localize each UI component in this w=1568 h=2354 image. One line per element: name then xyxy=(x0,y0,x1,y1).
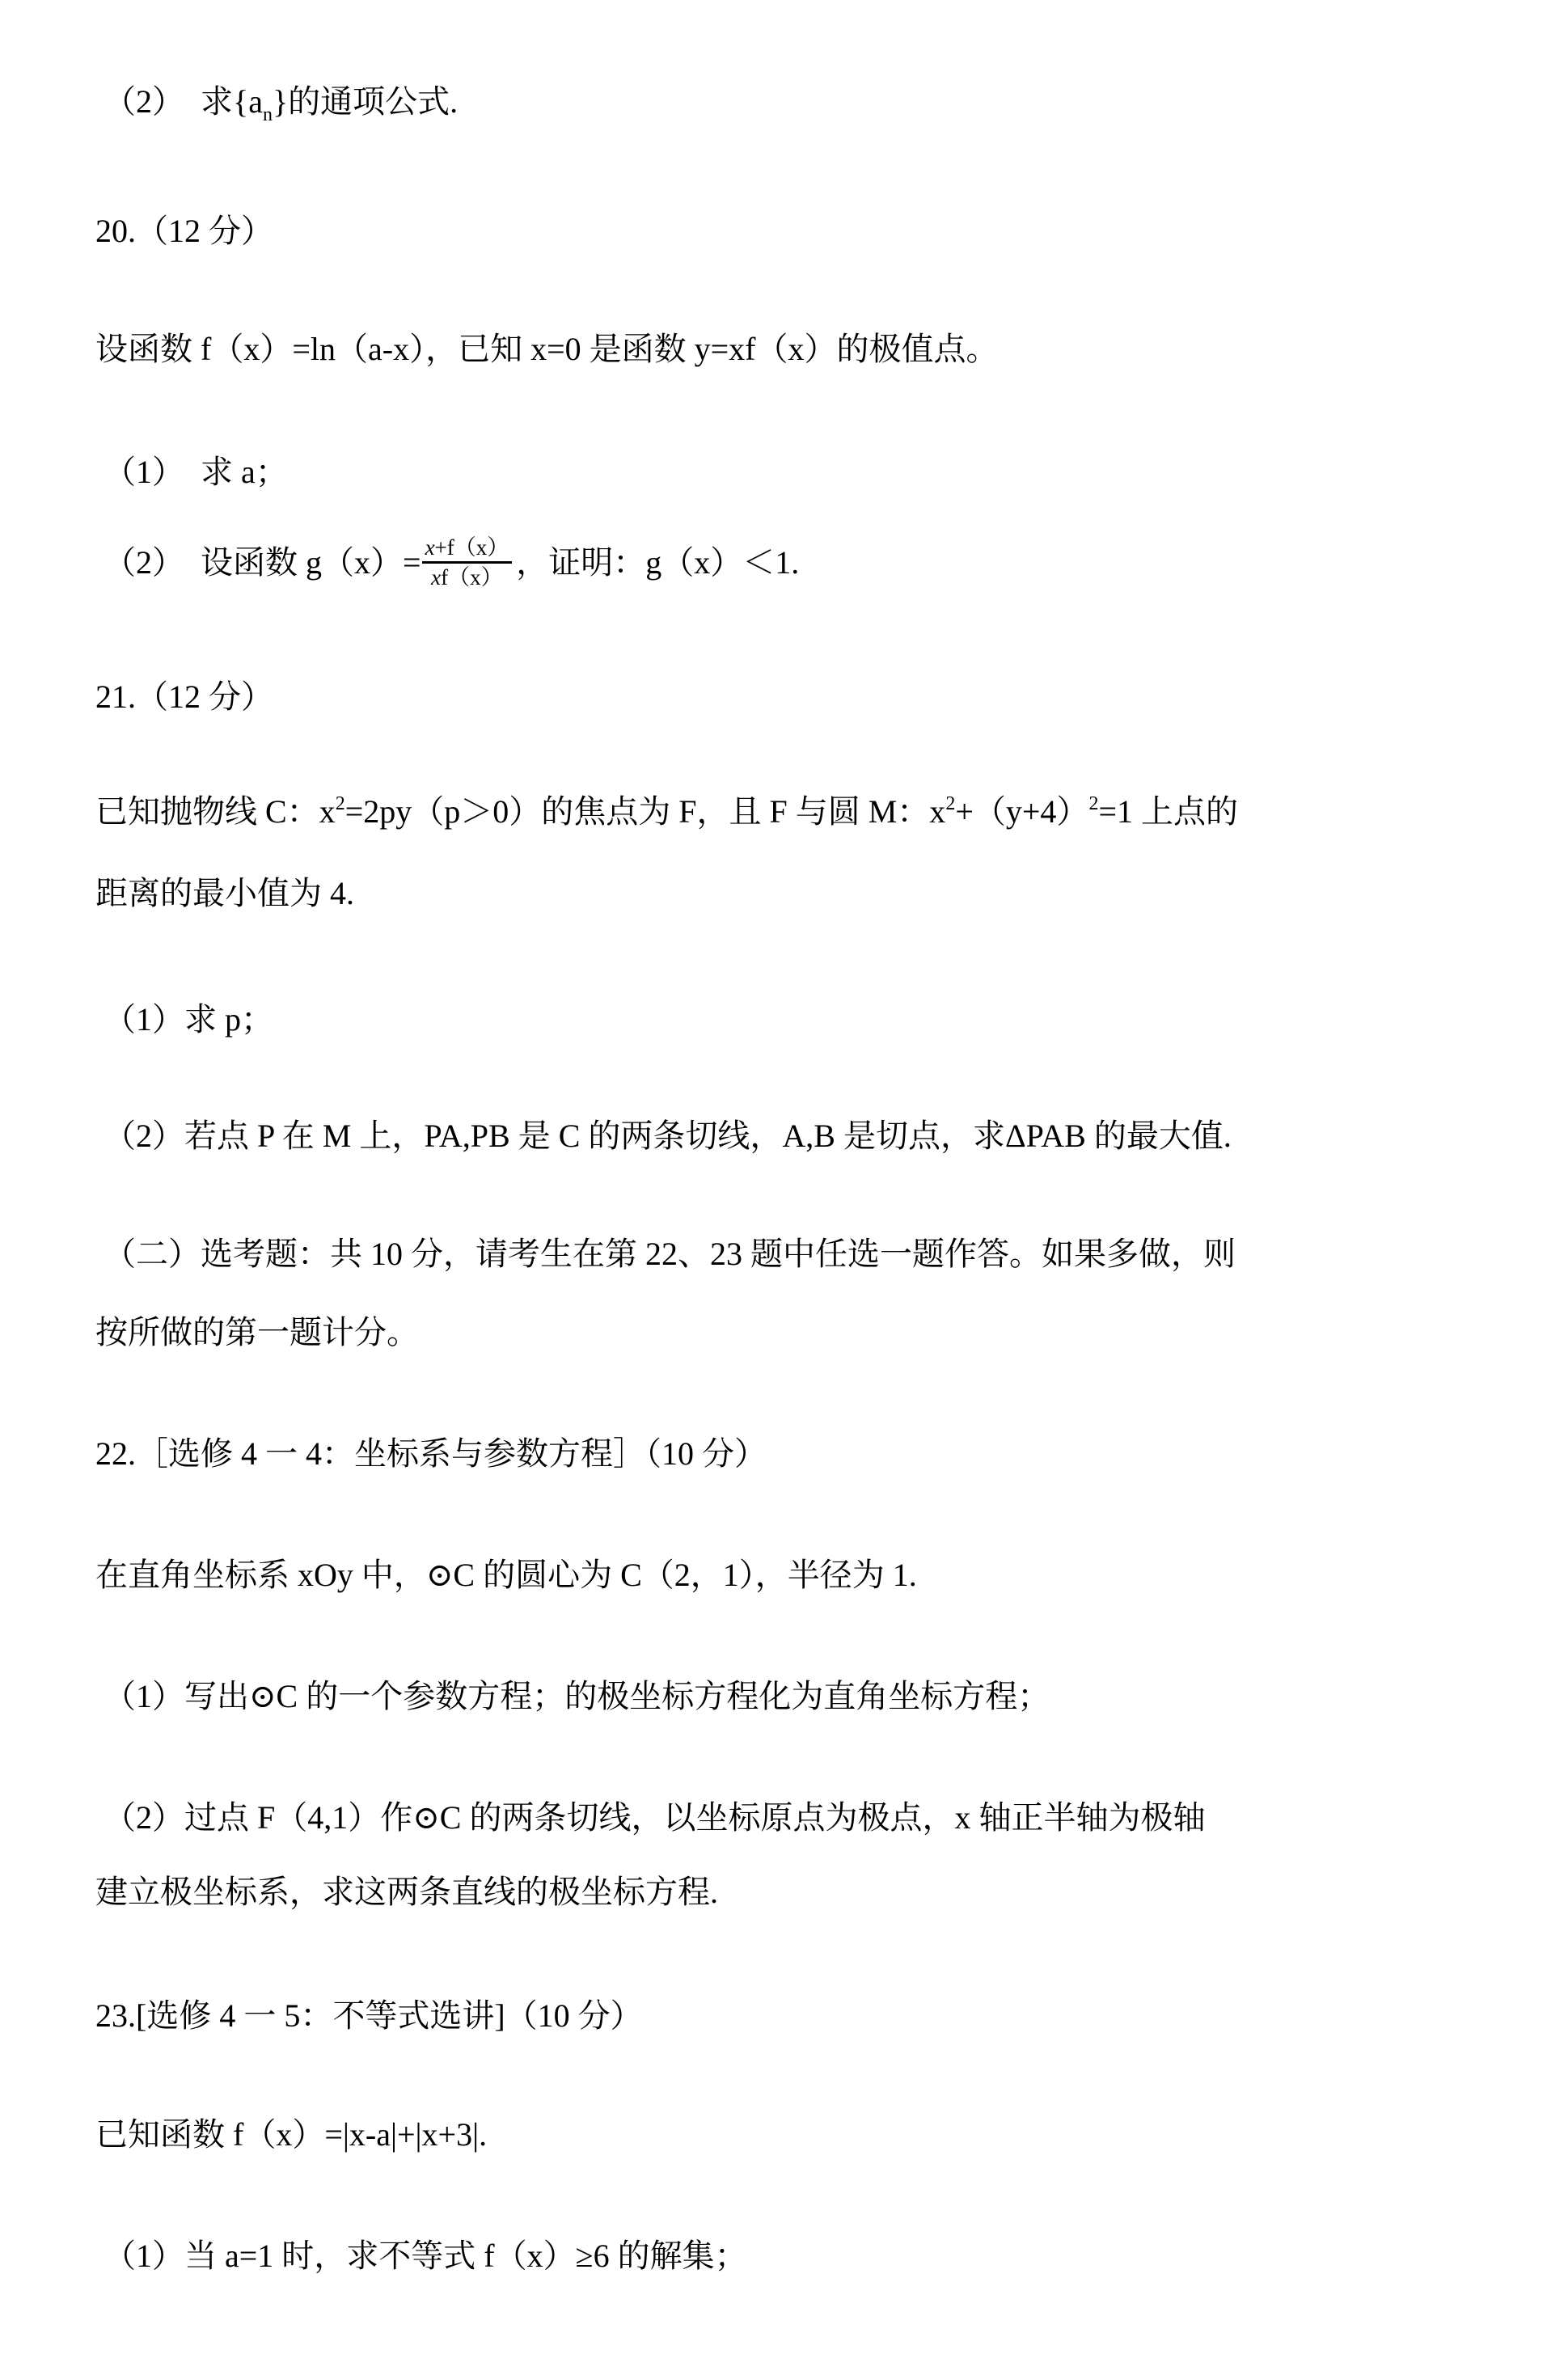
section2-instructions-line1 xyxy=(95,1217,1487,1291)
q19-part2-text-pre: （2） 求{a xyxy=(104,83,263,120)
fraction-numerator-var: x xyxy=(425,535,435,560)
q20-part2-text-post: ，证明：g（x）＜1. xyxy=(516,544,800,581)
q20-part1-text: （1） 求 a； xyxy=(104,454,288,490)
q20-stem-text: 设函数 f（x）=ln（a-x），已知 x=0 是函数 y=xf（x）的极值点。 xyxy=(95,331,999,367)
fraction-numerator-rest: +f（x） xyxy=(434,535,509,560)
q22-part2-line2 xyxy=(95,1855,1487,1929)
q21-superscript-1: 2 xyxy=(335,793,345,814)
q23-stem-text: 已知函数 f（x）=|x-a|+|x+3|. xyxy=(95,2116,488,2153)
q22-part2-text2: 建立极坐标系，求这两条直线的极坐标方程. xyxy=(95,1874,718,1910)
q22-part2-line1 xyxy=(95,1781,1487,1855)
q21-stem-text-4: =1 上点的 xyxy=(1098,793,1238,830)
q20-header xyxy=(95,194,1487,268)
q23-header-text: 23.[选修 4 一 5：不等式选讲]（10 分） xyxy=(95,1997,643,2034)
q21-stem-text-1: 已知抛物线 C：x xyxy=(95,793,336,830)
q22-header xyxy=(95,1417,1487,1491)
q22-part1-text: （1）写出⊙C 的一个参数方程；的极坐标方程化为直角坐标方程； xyxy=(104,1678,1050,1714)
q21-superscript-3: 2 xyxy=(1088,793,1099,814)
q22-header-text: 22.［选修 4 一 4：坐标系与参数方程］（10 分） xyxy=(95,1435,767,1472)
q21-stem-text-2: =2py（p＞0）的焦点为 F，且 F 与圆 M：x xyxy=(344,793,946,830)
q19-part2-line xyxy=(95,65,1487,144)
q23-stem xyxy=(95,2098,1487,2172)
q21-stem-line2-text: 距离的最小值为 4. xyxy=(95,875,354,911)
q20-part2-line xyxy=(95,526,1487,600)
fraction-denominator-rest: f（x） xyxy=(441,564,503,590)
q21-part2-text: （2）若点 P 在 M 上，PA,PB 是 C 的两条切线，A,B 是切点，求ΔPAB 的最大值. xyxy=(104,1118,1232,1154)
q22-stem-text: 在直角坐标系 xOy 中，⊙C 的圆心为 C（2，1），半径为 1. xyxy=(95,1557,917,1593)
q19-part2-text-post: }的通项公式. xyxy=(272,83,459,120)
q20-stem xyxy=(95,312,1487,387)
q21-header xyxy=(95,660,1487,734)
q21-part2-line xyxy=(95,1099,1487,1173)
section2-instructions-text1: （二）选考题：共 10 分，请考生在第 22、23 题中任选一题作答。如果多做，则 xyxy=(104,1236,1236,1272)
q21-part1-text: （1）求 p； xyxy=(104,1001,273,1038)
fraction-denominator-var: x xyxy=(431,564,442,590)
q21-part1-line xyxy=(95,983,1487,1057)
q23-part1-line xyxy=(95,2219,1487,2293)
section2-instructions-line2 xyxy=(95,1295,1487,1370)
fraction-g-of-x xyxy=(422,535,513,590)
q22-part1-line xyxy=(95,1659,1487,1734)
q21-header-text: 21.（12 分） xyxy=(95,678,273,715)
q23-part1-text: （1）当 a=1 时，求不等式 f（x）≥6 的解集； xyxy=(104,2238,747,2274)
q20-header-text: 20.（12 分） xyxy=(95,213,273,249)
section2-instructions-text2: 按所做的第一题计分。 xyxy=(95,1314,419,1350)
q19-subscript-n: n xyxy=(262,104,273,125)
q20-part1-line xyxy=(95,435,1487,509)
q21-superscript-2: 2 xyxy=(945,793,956,814)
fraction-numerator xyxy=(422,535,513,564)
q21-stem-text-3: +（y+4） xyxy=(955,793,1089,830)
q23-header xyxy=(95,1979,1487,2053)
fraction-denominator xyxy=(431,564,502,590)
q22-stem xyxy=(95,1538,1487,1612)
q21-stem-line1 xyxy=(95,775,1487,854)
q22-part2-text1: （2）过点 F（4,1）作⊙C 的两条切线，以坐标原点为极点，x 轴正半轴为极轴 xyxy=(104,1799,1206,1836)
q20-part2-text-pre: （2） 设函数 g（x）= xyxy=(104,544,421,581)
q21-stem-line2 xyxy=(95,856,1487,931)
